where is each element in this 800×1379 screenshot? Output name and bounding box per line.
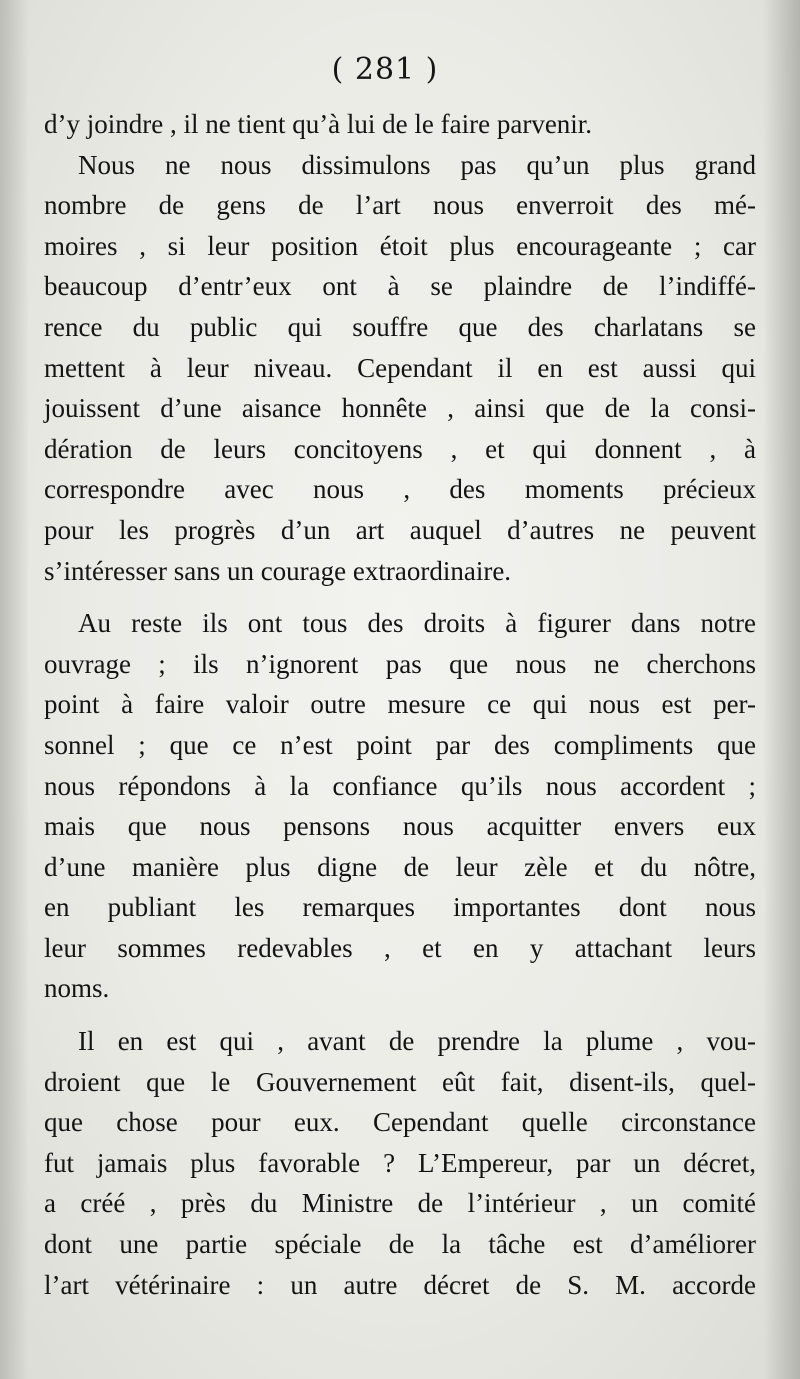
text-line: beaucoup d’entr’eux ont à se plaindre de l’indiffé- <box>44 271 756 302</box>
paragraph-gap <box>44 591 756 603</box>
text-line: point à faire valoir outre mesure ce qui nous est per- <box>44 689 756 720</box>
text-line: dération de leurs concitoyens , et qui donnent , à <box>44 433 756 464</box>
page-number: ( 281 ) <box>331 52 439 87</box>
text-line: d’y joindre , il ne tient qu’à lui de le faire parvenir. <box>44 109 593 139</box>
text-line: moires , si leur position étoit plus encourageante ; car <box>44 230 756 261</box>
text-line: que chose pour eux. Cependant quelle circonstance <box>44 1107 756 1138</box>
text-line: ouvrage ; ils n’ignorent pas que nous ne cherchons <box>44 648 756 679</box>
text-line: Nous ne nous dissimulons pas qu’un plus grand <box>78 149 756 180</box>
text-line: correspondre avec nous , des moments précieux <box>44 474 756 505</box>
paragraph-gap <box>44 1009 756 1021</box>
paragraph <box>44 603 756 1009</box>
text-line: dont une partie spéciale de la tâche est d’améliorer <box>44 1229 756 1260</box>
body-text <box>44 104 756 1305</box>
text-line: Il en est qui , avant de prendre la plume , vou- <box>78 1026 756 1057</box>
text-line: en publiant les remarques importantes dont nous <box>44 892 756 923</box>
paragraph <box>44 145 756 592</box>
text-line: sonnel ; que ce n’est point par des compliments que <box>44 729 756 760</box>
text-line: mettent à leur niveau. Cependant il en est aussi qui <box>44 352 756 383</box>
text-line: rence du public qui souffre que des charlatans se <box>44 311 756 342</box>
page-edge-left <box>0 0 28 1379</box>
text-line: Au reste ils ont tous des droits à figurer dans notre <box>78 608 756 639</box>
text-line: nombre de gens de l’art nous enverroit des mé- <box>44 190 756 221</box>
text-line: pour les progrès d’un art auquel d’autres ne peuvent <box>44 514 756 545</box>
text-line: l’art vétérinaire : un autre décret de S. M. accorde <box>44 1269 756 1300</box>
text-line: mais que nous pensons nous acquitter envers eux <box>44 811 756 842</box>
paragraph <box>44 1021 756 1305</box>
text-line: noms. <box>44 973 110 1004</box>
paragraph <box>44 104 756 145</box>
text-line: d’une manière plus digne de leur zèle et du nôtre, <box>44 851 756 882</box>
text-line: a créé , près du Ministre de l’intérieur , un comité <box>44 1188 756 1219</box>
text-line: leur sommes redevables , et en y attachant leurs <box>44 932 756 963</box>
text-line: nous répondons à la confiance qu’ils nous accordent ; <box>44 770 756 801</box>
text-line: jouissent d’une aisance honnête , ainsi que de la consi- <box>44 393 756 424</box>
text-line: droient que le Gouvernement eût fait, disent-ils, quel- <box>44 1066 756 1097</box>
text-line: s’intéresser sans un courage extraordinaire. <box>44 555 512 586</box>
text-line: fut jamais plus favorable ? L’Empereur, par un décret, <box>44 1147 756 1178</box>
page-edge-right <box>764 0 800 1379</box>
